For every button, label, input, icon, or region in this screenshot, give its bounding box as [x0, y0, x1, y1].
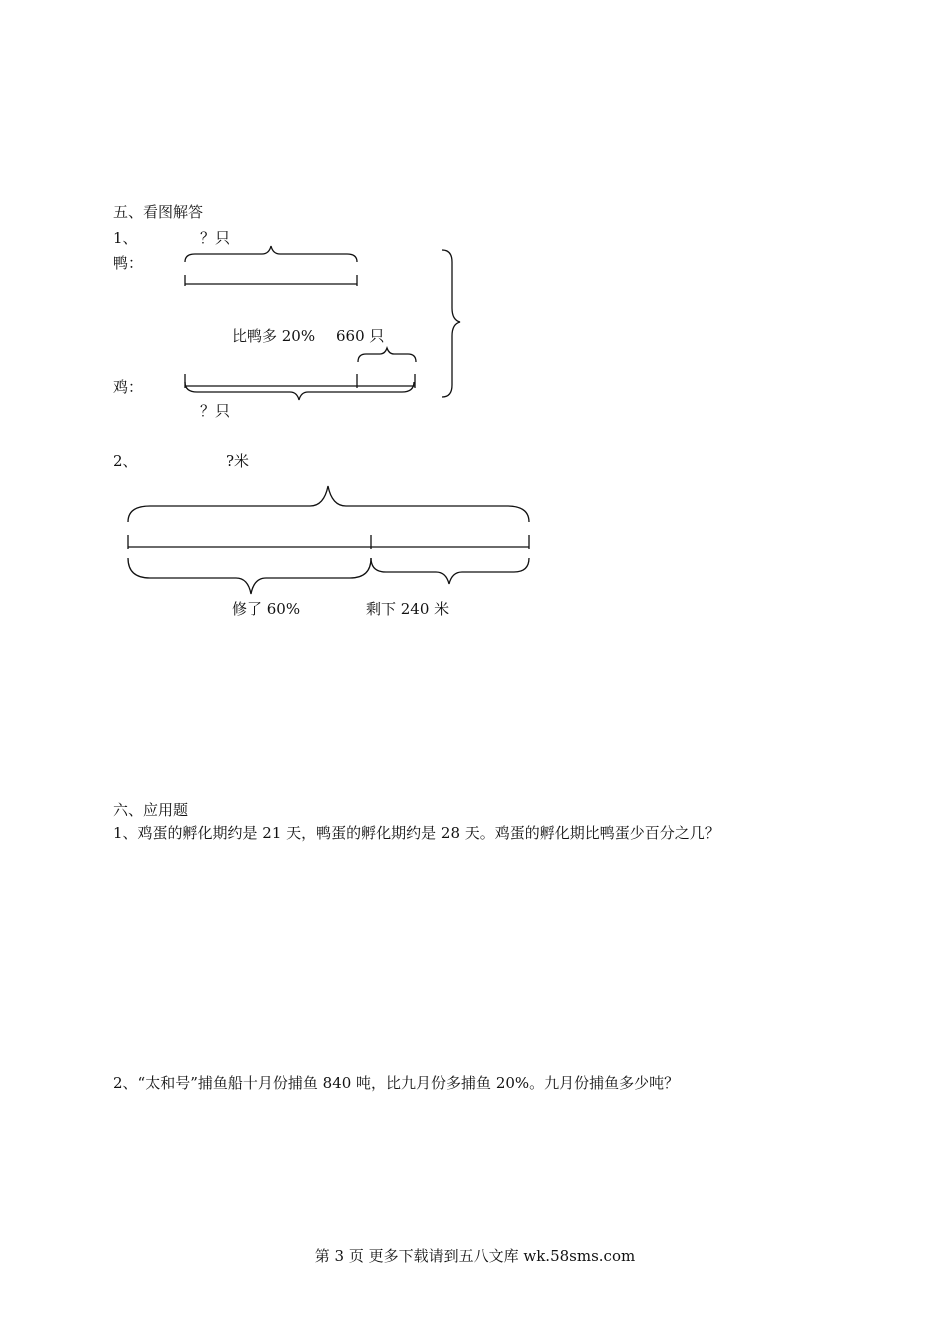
chicken-question-label: ？只: [200, 402, 231, 420]
section6-heading: 六、应用题: [113, 801, 189, 819]
remaining-label: 剩下 240 米: [366, 600, 450, 618]
difference-label: 660 只: [336, 327, 385, 345]
page-footer: 第 3 页 更多下载请到五八文库 wk.58sms.com: [314, 1247, 636, 1265]
duck-brace: [185, 246, 357, 262]
question2-text: 2、“太和号”捕鱼船十月份捕鱼 840 吨，比九月份多捕鱼 20%。九月份捕鱼多少吨？: [113, 1074, 680, 1092]
more-than-duck-label: 比鸭多 20%: [232, 327, 316, 345]
section5-heading: 五、看图解答: [113, 203, 204, 221]
problem1-number: 1、: [113, 229, 138, 247]
road-total-brace: [128, 486, 529, 522]
remaining-brace: [371, 558, 529, 584]
repaired-brace: [128, 558, 371, 594]
duck-label: 鸭：: [113, 254, 144, 272]
total-brace: [442, 250, 460, 397]
repaired-label: 修了 60%: [232, 600, 301, 618]
chicken-label: 鸡：: [113, 378, 144, 396]
chicken-brace: [185, 382, 414, 400]
problem2-number: 2、: [113, 452, 138, 470]
total-question-label: ?米: [226, 452, 250, 470]
question1-text: 1、鸡蛋的孵化期约是 21 天，鸭蛋的孵化期约是 28 天。鸡蛋的孵化期比鸭蛋少百分之几？: [113, 824, 720, 842]
difference-brace: [358, 348, 416, 362]
duck-question-label: ？只: [200, 229, 231, 247]
